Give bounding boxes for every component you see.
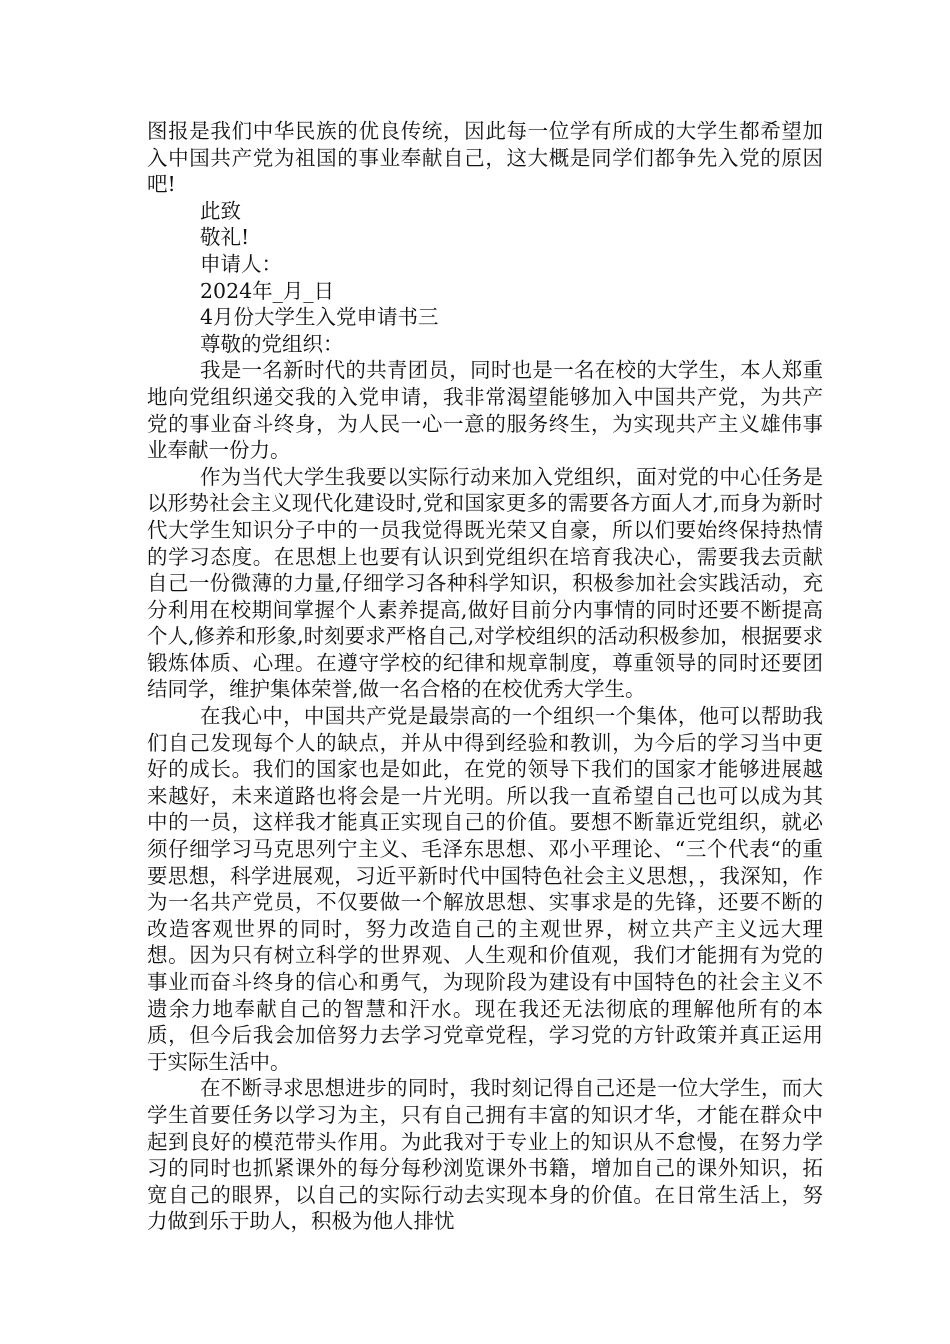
document-page [147, 118, 823, 1235]
closing-salute-2: 敬礼! [200, 225, 250, 250]
closing-salute-1: 此致 [200, 198, 241, 223]
body-paragraph: 作为当代大学生我要以实际行动来加入党组织，面对党的中心任务是以形势社会主义现代化建设时,党和国家更多的需要各方面人才,而身为新时代大学生知识分子中的一员我觉得既光荣又自豪，所以们要始终保持热情的学习态度。在思想上也要有认识到党组织在培育我决心，需要我去贡献自己一份微薄的力量,仔细学习各种科学知识，积极参加社会实践活动，充分利用在校期间掌握个人素养提高,做好目前分内事情的同时还要不断提高个人,修养和形象,时刻要求严格自己,对学校组织的活动积极参加，根据要求锻炼体质、心理。在遵守学校的纪律和规章制度，尊重领导的同时还要团结同学，维护集体荣誉,做一名合格的在校优秀大学生。 [147, 464, 823, 702]
section-title: 4月份大学生入党申请书三 [200, 305, 439, 330]
applicant-line: 申请人： [200, 251, 282, 276]
body-paragraph: 在不断寻求思想进步的同时，我时刻记得自己还是一位大学生，而大学生首要任务以学习为主，只有自己拥有丰富的知识才华，才能在群众中起到良好的模范带头作用。为此我对于专业上的知识从不怠慢，在努力学习的同时也抓紧课外的每分每秒浏览课外书籍，增加自己的课外知识，拓宽自己的眼界，以自己的实际行动去实现本身的价值。在日常生活上，努力做到乐于助人，积极为他人排忧 [147, 1076, 823, 1234]
body-paragraph: 我是一名新时代的共青团员，同时也是一名在校的大学生，本人郑重地向党组织递交我的入党申请，我非常渴望能够加入中国共产党，为共产党的事业奋斗终身，为人民一心一意的服务终生，为实现共产主义雄伟事业奉献一份力。 [147, 358, 823, 463]
salutation: 尊敬的党组织： [200, 331, 344, 356]
date-line: 2024年_月_日 [200, 278, 335, 303]
body-paragraph: 在我心中，中国共产党是最崇高的一个组织一个集体，他可以帮助我们自己发现每个人的缺点，并从中得到经验和教训，为今后的学习当中更好的成长。我们的国家也是如此，在党的领导下我们的国家才能够进展越来越好，未来道路也将会是一片光明。所以我一直希望自己也可以成为其中的一员，这样我才能真正实现自己的价值。要想不断靠近党组织，就必须仔细学习马克思列宁主义、毛泽东思想、邓小平理论、“三个代表“的重要思想，科学进展观，习近平新时代中国特色社会主义思想，，我深知，作为一名共产党员，不仅要做一个解放思想、实事求是的先锋，还要不断的改造客观世界的同时，努力改造自己的主观世界，树立共产主义远大理想。因为只有树立科学的世界观、人生观和价值观，我们才能拥有为党的事业而奋斗终身的信心和勇气，为现阶段为建设有中国特色的社会主义不遗余力地奉献自己的智慧和汗水。现在我还无法彻底的理解他所有的本质，但今后我会加倍努力去学习党章党程，学习党的方针政策并真正运用于实际生活中。 [147, 704, 823, 1074]
lead-paragraph: 图报是我们中华民族的优良传统，因此每一位学有所成的大学生都希望加入中国共产党为祖国的事业奉献自己，这大概是同学们都争先入党的原因吧! [147, 119, 823, 197]
